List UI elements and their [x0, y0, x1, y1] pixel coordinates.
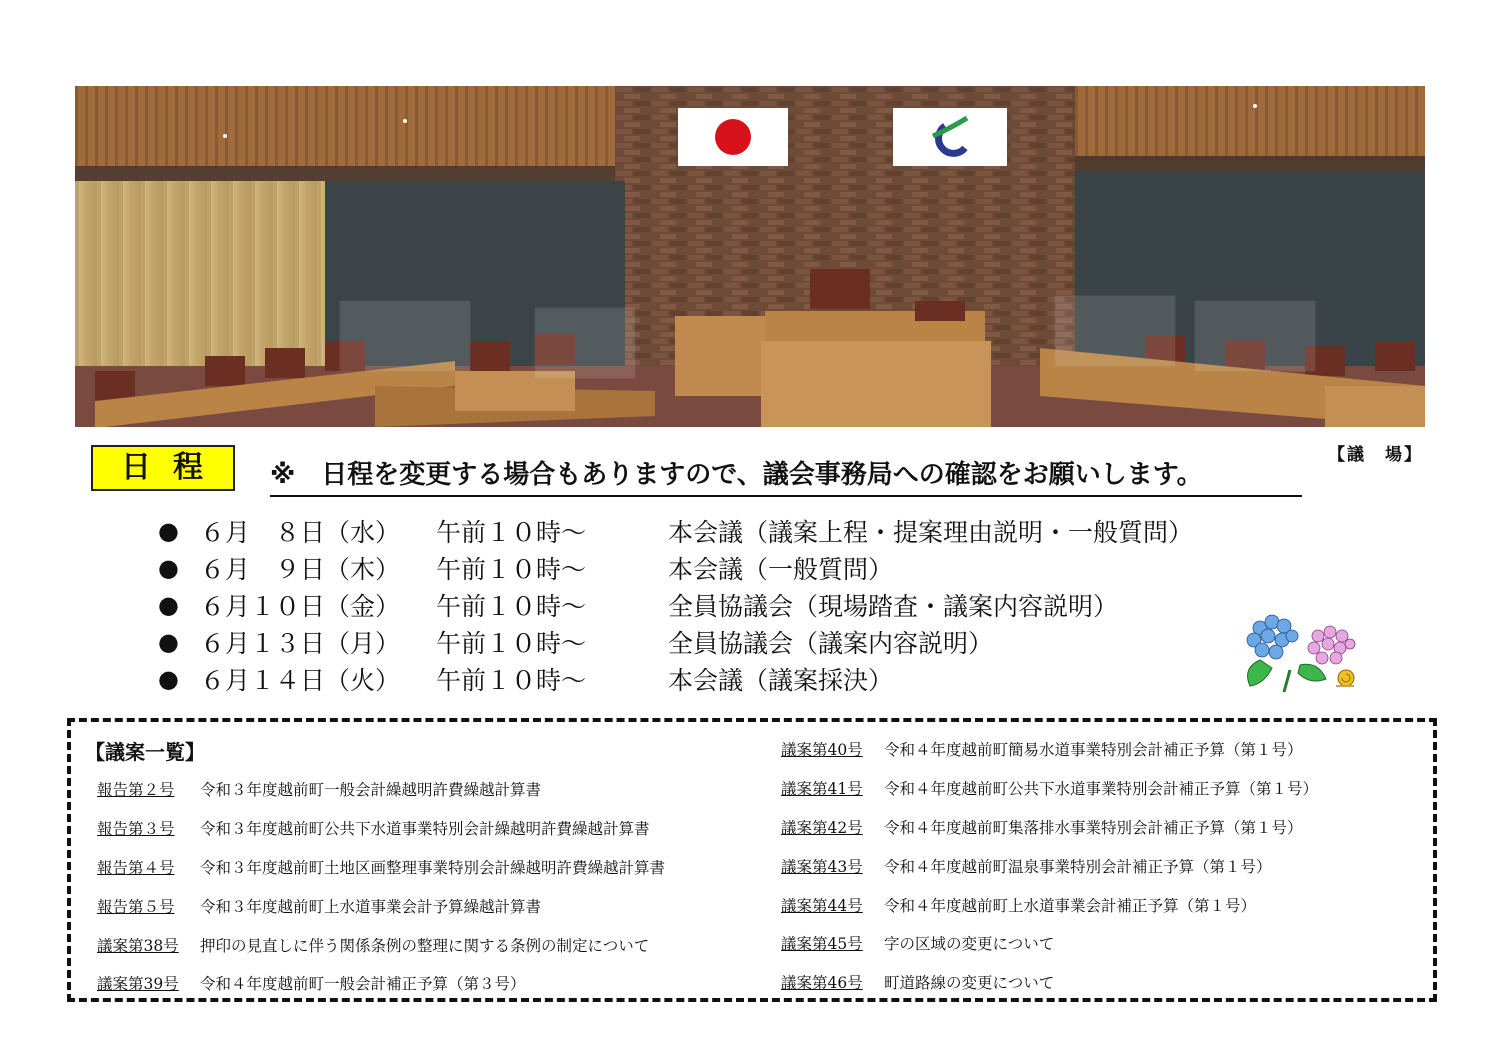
- photo-caption: 【議 場】: [1328, 445, 1423, 465]
- bill-number: 報告第２号: [97, 781, 175, 800]
- bill-item: [97, 925, 665, 964]
- bill-title: 字の区域の変更について: [884, 935, 1055, 954]
- bill-title: 令和３年度越前町公共下水道事業特別会計繰越明許費繰越計算書: [200, 820, 650, 839]
- bill-number: 議案第44号: [781, 896, 863, 915]
- bullet-icon: ●: [158, 516, 179, 545]
- bills-title: 【議案一覧】: [85, 740, 205, 764]
- bill-item: [97, 886, 665, 925]
- bill-item: [781, 885, 1318, 924]
- bullet-icon: ●: [158, 664, 179, 693]
- bill-number: 議案第43号: [781, 857, 863, 876]
- schedule-label: 日程: [91, 445, 235, 491]
- bill-title: 押印の見直しに伴う関係条例の整理に関する条例の制定について: [200, 936, 650, 955]
- bill-item: [781, 730, 1318, 769]
- bill-title: 令和４年度越前町温泉事業特別会計補正予算（第１号）: [884, 857, 1272, 876]
- schedule-time: 午前１０時～: [436, 665, 587, 695]
- schedule-time: 午前１０時～: [436, 628, 587, 658]
- schedule-date: ６月１４日（火）: [200, 665, 401, 695]
- bill-item: [97, 964, 665, 1003]
- schedule-date: ６月 ８日（水）: [200, 517, 401, 547]
- schedule-event: 本会議（一般質問）: [668, 554, 894, 584]
- schedule-item: [158, 586, 1258, 623]
- bill-number: 議案第38号: [97, 936, 179, 955]
- bill-item: [781, 769, 1318, 808]
- schedule-time: 午前１０時～: [436, 554, 587, 584]
- bill-number: 議案第39号: [97, 975, 179, 994]
- bill-title: 令和４年度越前町一般会計補正予算（第３号）: [200, 975, 526, 994]
- schedule-time: 午前１０時～: [436, 517, 587, 547]
- bill-item: [781, 808, 1318, 847]
- bill-number: 議案第42号: [781, 818, 863, 837]
- schedule-event: 本会議（議案上程・提案理由説明・一般質問）: [668, 517, 1194, 547]
- bill-title: 令和３年度越前町土地区画整理事業特別会計繰越明許費繰越計算書: [200, 858, 666, 877]
- schedule-date: ６月１０日（金）: [200, 591, 401, 621]
- bill-number: 議案第45号: [781, 935, 863, 954]
- schedule-list: [158, 512, 1258, 697]
- bill-number: 報告第５号: [97, 897, 175, 916]
- schedule-date: ６月 ９日（木）: [200, 554, 401, 584]
- bill-title: 令和４年度越前町簡易水道事業特別会計補正予算（第１号）: [884, 741, 1303, 760]
- schedule-date: ６月１３日（月）: [200, 628, 401, 658]
- bullet-icon: ●: [158, 553, 179, 582]
- schedule-item: [158, 660, 1258, 697]
- bill-number: 議案第46号: [781, 974, 863, 993]
- schedule-event: 全員協議会（議案内容説明）: [668, 628, 994, 658]
- bill-number: 報告第４号: [97, 858, 175, 877]
- schedule-item: [158, 512, 1258, 549]
- schedule-item: [158, 623, 1258, 660]
- schedule-time: 午前１０時～: [436, 591, 587, 621]
- bullet-icon: ●: [158, 590, 179, 619]
- bill-number: 議案第40号: [781, 741, 863, 760]
- bill-item: [97, 848, 665, 887]
- bill-title: 町道路線の変更について: [884, 974, 1055, 993]
- council-chamber-photo: [75, 86, 1425, 427]
- bills-column-right: [781, 730, 1318, 1002]
- schedule-event: 本会議（議案採決）: [668, 665, 894, 695]
- schedule-note: ※ 日程を変更する場合もありますので、議会事務局への確認をお願いします。: [270, 454, 1302, 497]
- bill-item: [781, 963, 1318, 1002]
- bill-title: 令和３年度越前町上水道事業会計予算繰越計算書: [200, 897, 542, 916]
- bill-title: 令和４年度越前町上水道事業会計補正予算（第１号）: [884, 896, 1257, 915]
- bill-number: 議案第41号: [781, 780, 863, 799]
- schedule-item: [158, 549, 1258, 586]
- hydrangea-icon: [1240, 610, 1370, 695]
- schedule-event: 全員協議会（現場踏査・議案内容説明）: [668, 591, 1119, 621]
- bill-item: [781, 924, 1318, 963]
- bill-item: [97, 809, 665, 848]
- bill-title: 令和３年度越前町一般会計繰越明許費繰越計算書: [200, 781, 542, 800]
- bill-item: [97, 770, 665, 809]
- bill-item: [781, 846, 1318, 885]
- bill-title: 令和４年度越前町集落排水事業特別会計補正予算（第１号）: [884, 818, 1303, 837]
- bill-number: 報告第３号: [97, 820, 175, 839]
- bill-title: 令和４年度越前町公共下水道事業特別会計補正予算（第１号）: [884, 780, 1319, 799]
- bills-list-box: [67, 718, 1437, 1002]
- bullet-icon: ●: [158, 627, 179, 656]
- bills-column-left: [97, 770, 665, 1003]
